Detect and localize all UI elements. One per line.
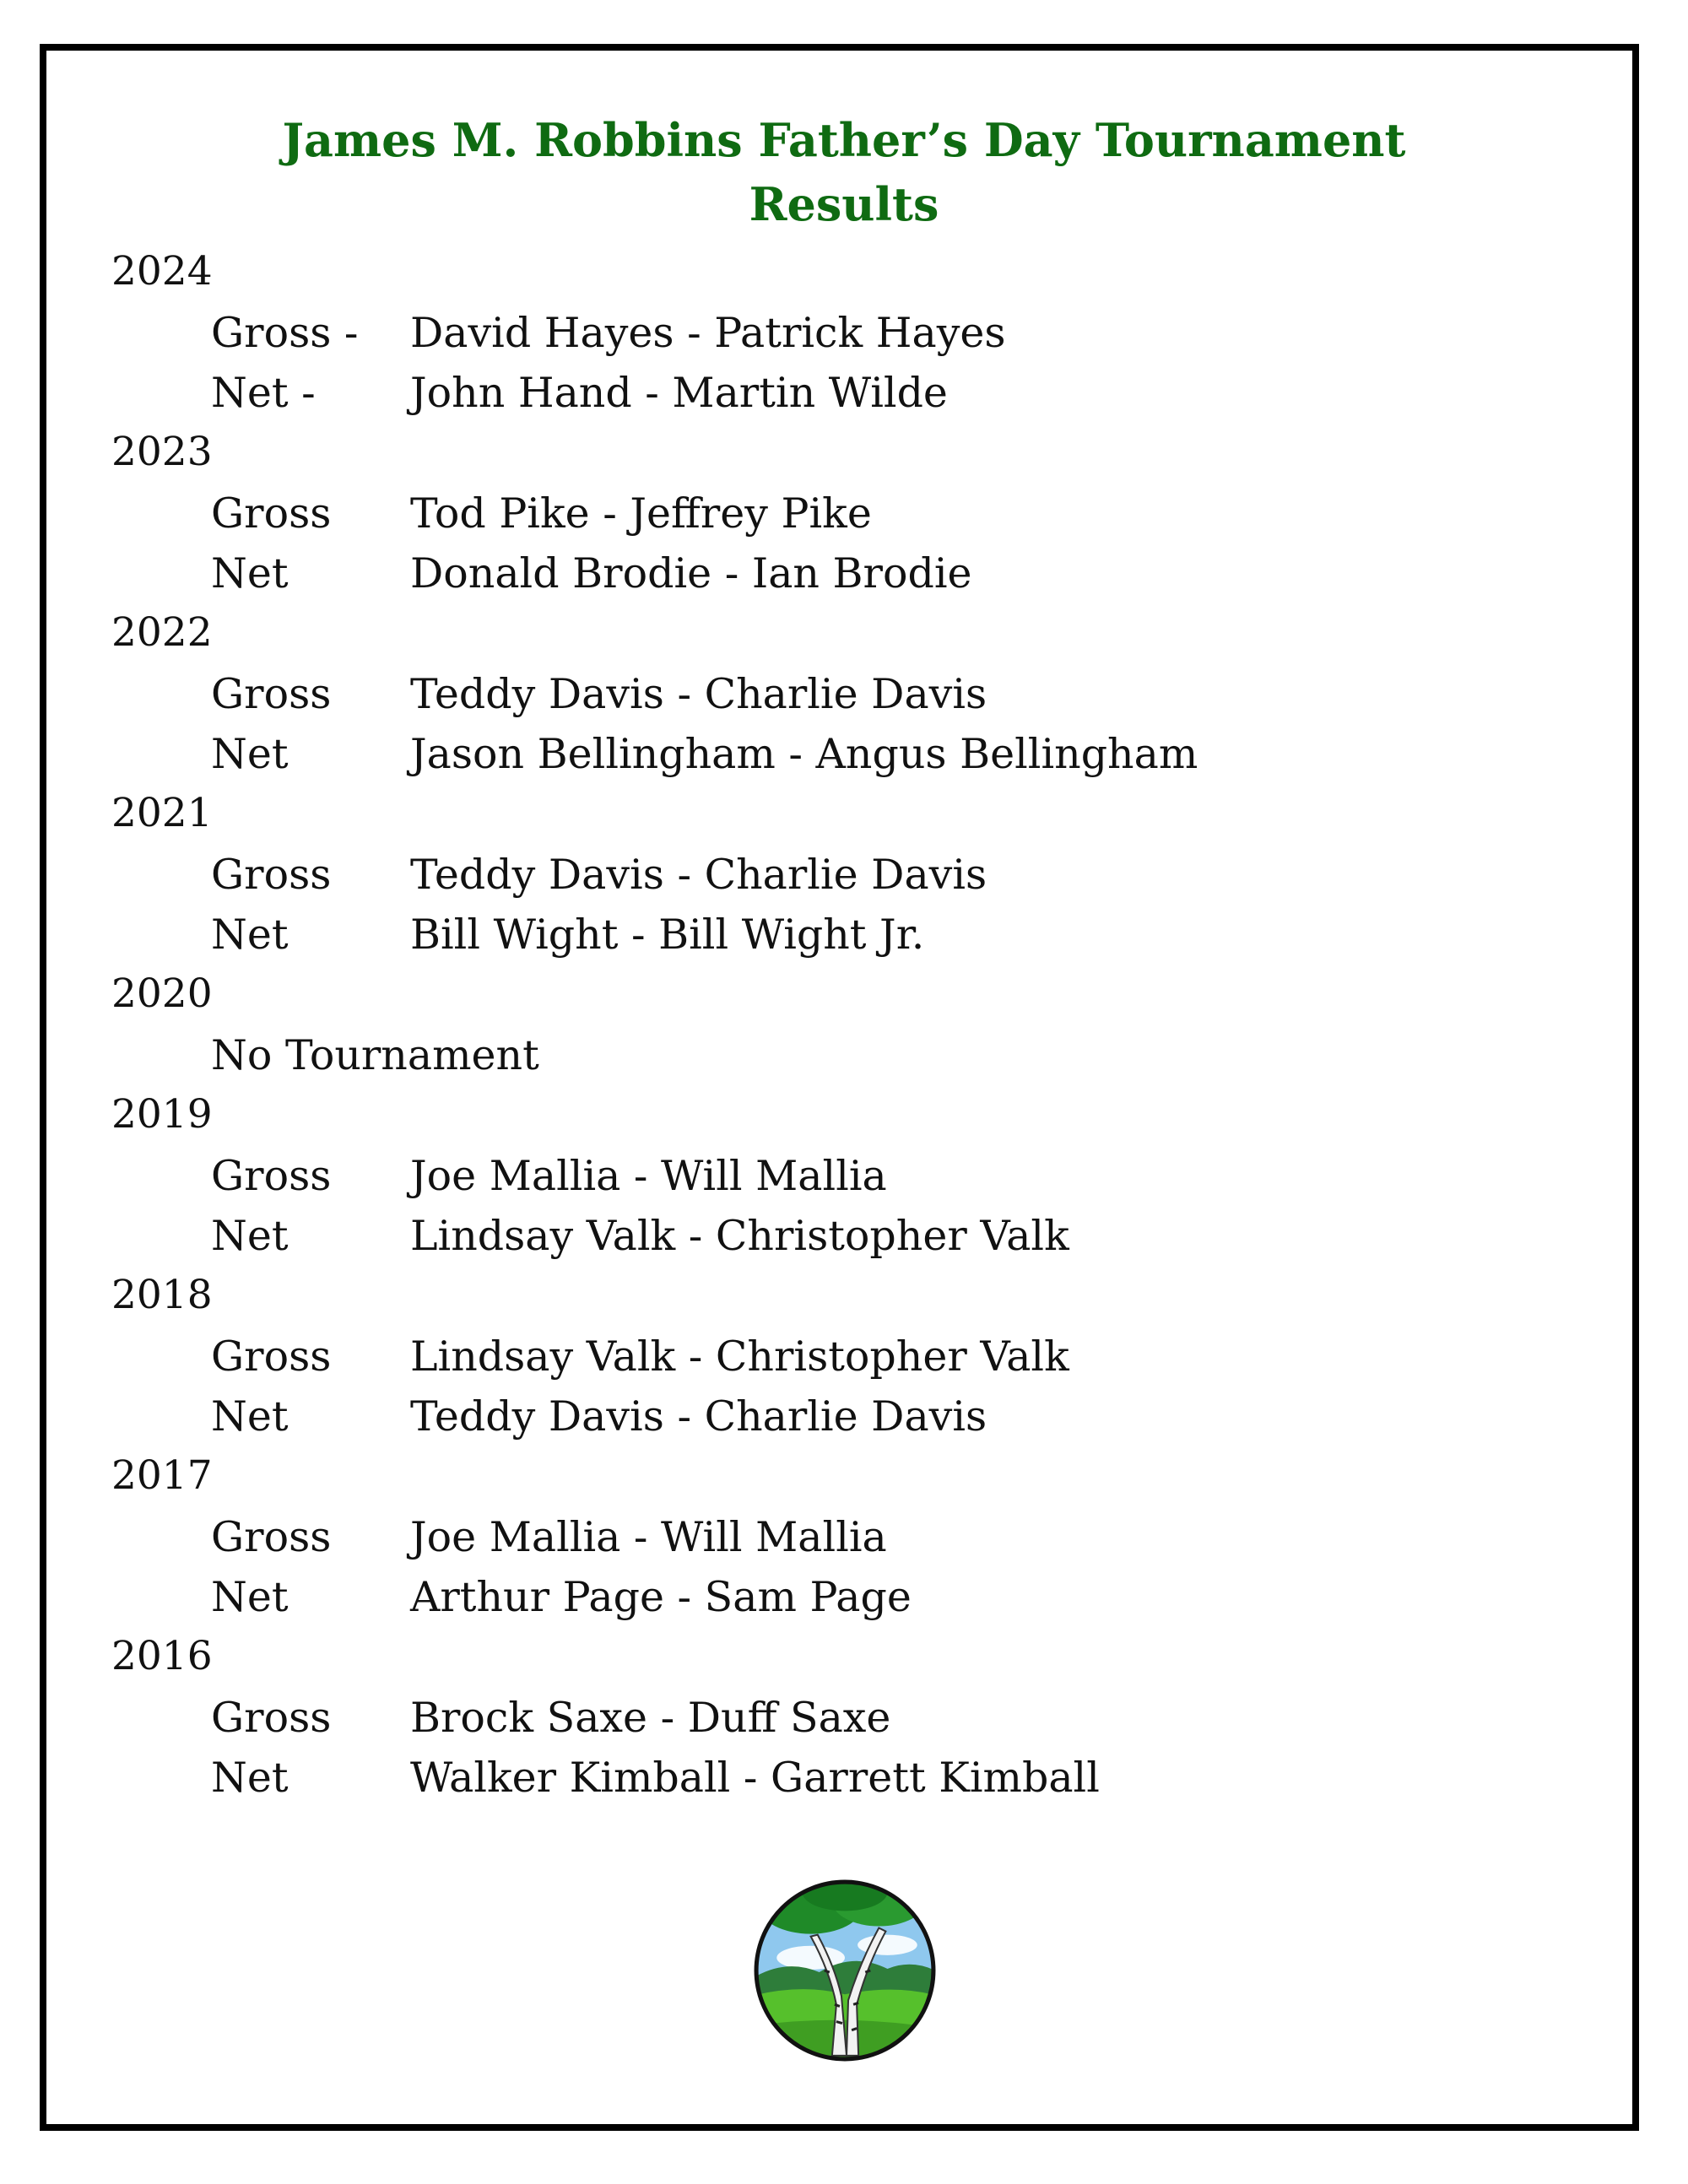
- results-list: [111, 242, 1546, 1808]
- result-winners: Lindsay Valk - Christopher Valk: [410, 1212, 1069, 1260]
- result-note: No Tournament: [211, 1031, 539, 1079]
- page-title: [0, 108, 1688, 236]
- result-category: Gross: [211, 489, 332, 538]
- result-row: [111, 724, 1546, 784]
- year-heading: 2021: [111, 790, 213, 836]
- result-category: Net: [211, 1754, 289, 1802]
- result-winners: Donald Brodie - Ian Brodie: [410, 549, 972, 597]
- result-winners: Tod Pike - Jeffrey Pike: [410, 489, 872, 538]
- result-row: [111, 303, 1546, 363]
- result-row: [111, 1327, 1546, 1387]
- result-category: Net: [211, 1573, 289, 1621]
- result-row: [111, 1206, 1546, 1266]
- result-category: Net: [211, 549, 289, 597]
- year-heading: 2019: [111, 1091, 213, 1138]
- year-heading: 2024: [111, 248, 213, 295]
- result-winners: John Hand - Martin Wilde: [410, 369, 948, 417]
- year-heading: 2022: [111, 609, 213, 656]
- year-block: [111, 242, 1546, 423]
- result-category: Net -: [211, 369, 316, 417]
- result-row: [111, 543, 1546, 603]
- title-line-1: James M. Robbins Father’s Day Tournament: [282, 113, 1406, 167]
- year-block: [111, 1627, 1546, 1808]
- year-block: [111, 965, 1546, 1085]
- result-winners: Walker Kimball - Garrett Kimball: [410, 1754, 1100, 1802]
- result-category: Gross: [211, 851, 332, 899]
- result-row: [111, 1146, 1546, 1206]
- result-row: [111, 1567, 1546, 1627]
- result-row: [111, 1387, 1546, 1446]
- year-block: [111, 423, 1546, 603]
- result-category: Gross: [211, 1513, 332, 1561]
- year-heading: 2020: [111, 970, 213, 1017]
- birch-trees-logo-icon: [751, 1877, 939, 2064]
- result-category: Net: [211, 1392, 289, 1441]
- result-category: Gross: [211, 1333, 332, 1381]
- result-row: [111, 363, 1546, 423]
- result-row: [111, 1507, 1546, 1567]
- result-row: [111, 845, 1546, 905]
- result-category: Gross: [211, 670, 332, 718]
- result-winners: Joe Mallia - Will Mallia: [410, 1513, 887, 1561]
- year-heading: 2018: [111, 1272, 213, 1318]
- result-winners: Teddy Davis - Charlie Davis: [410, 670, 987, 718]
- result-winners: Bill Wight - Bill Wight Jr.: [410, 911, 925, 959]
- result-category: Gross: [211, 1152, 332, 1200]
- result-row: [111, 664, 1546, 724]
- result-winners: Joe Mallia - Will Mallia: [410, 1152, 887, 1200]
- year-heading: 2023: [111, 429, 213, 475]
- year-block: [111, 1266, 1546, 1446]
- result-winners: Lindsay Valk - Christopher Valk: [410, 1333, 1069, 1381]
- result-winners: David Hayes - Patrick Hayes: [410, 309, 1006, 357]
- result-category: Net: [211, 911, 289, 959]
- result-row: [111, 1688, 1546, 1748]
- year-block: [111, 603, 1546, 784]
- year-block: [111, 1446, 1546, 1627]
- result-winners: Teddy Davis - Charlie Davis: [410, 1392, 987, 1441]
- result-row: [111, 484, 1546, 543]
- result-category: Gross: [211, 1694, 332, 1742]
- result-category: Net: [211, 730, 289, 778]
- year-heading: 2016: [111, 1633, 213, 1679]
- title-line-2: Results: [749, 177, 939, 231]
- result-category: Gross -: [211, 309, 359, 357]
- year-block: [111, 1085, 1546, 1266]
- year-block: [111, 784, 1546, 965]
- result-category: Net: [211, 1212, 289, 1260]
- result-winners: Teddy Davis - Charlie Davis: [410, 851, 987, 899]
- year-heading: 2017: [111, 1452, 213, 1499]
- result-row: [111, 1748, 1546, 1808]
- result-winners: Arthur Page - Sam Page: [410, 1573, 912, 1621]
- result-row: [111, 905, 1546, 965]
- result-winners: Jason Bellingham - Angus Bellingham: [410, 730, 1198, 778]
- result-winners: Brock Saxe - Duff Saxe: [410, 1694, 891, 1742]
